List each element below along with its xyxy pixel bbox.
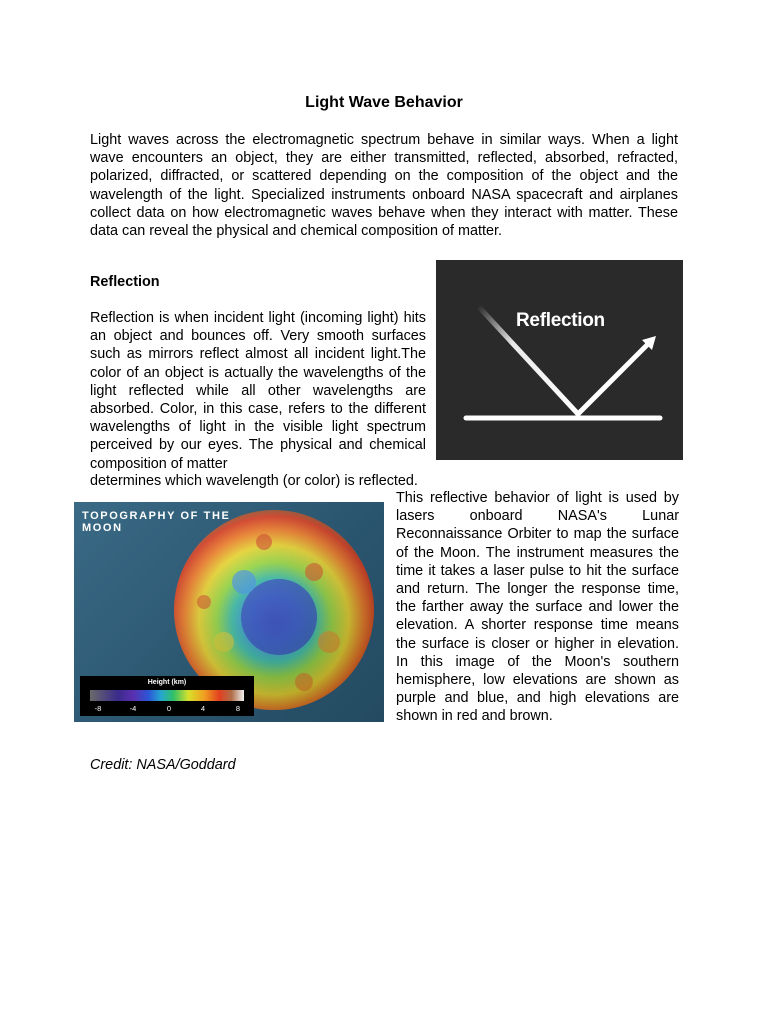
reflected-ray <box>578 342 650 414</box>
height-legend <box>80 676 254 716</box>
reflection-paragraph-1: Reflection is when incident light (incoming light) hits an object and bounces off. Very smooth surfaces such as mirrors reflect almost all incident light.The color of an object is actually the wavelengths of the light reflected while all other wavelengths are absorbed. Color, in this case, refers to the different wavelengths of light in the visible light spectrum perceived by our eyes. The physical and chemical composition of matter <box>90 310 426 472</box>
page-title: Light Wave Behavior <box>305 94 463 111</box>
intro-paragraph: Light waves across the electromagnetic spectrum behave in similar ways. When a light wave encounters an object, they are either transmitted, reflected, absorbed, refracted, polarized, diffracted, or scattered depending on the composition of the object and the wavelength of the light. Specialized instruments onboard NASA spacecraft and airplanes collect data on how electromagnetic waves behave when they interact with matter. These data can reveal the physical and chemical composition of matter. <box>90 132 678 240</box>
legend-tick: -8 <box>94 704 102 713</box>
legend-title: Height (km) <box>147 679 187 686</box>
moon-topography-image <box>74 502 384 722</box>
legend-tick: 8 <box>235 704 241 713</box>
image-credit: Credit: NASA/Goddard <box>90 757 236 773</box>
reflection-diagram-label: Reflection <box>516 310 605 331</box>
legend-colorbar <box>90 690 244 701</box>
legend-tick: -4 <box>129 704 137 713</box>
legend-tick: 0 <box>166 704 172 713</box>
reflection-diagram <box>436 260 683 460</box>
section-heading-reflection: Reflection <box>90 274 160 290</box>
reflection-paragraph-2: This reflective behavior of light is used by lasers onboard NASA's Lunar Reconnaissance Orbiter to map the surface of the Moon. The instrument measures the time it takes a laser pulse to hit the surface and return. The longer the response time, the farther away the surface and lower the elevation. A shorter response time means the surface is closer or higher in elevation. In this image of the Moon's southern hemisphere, low elevations are shown as purple and blue, and high elevations are shown in red and brown. <box>396 490 679 725</box>
reflection-paragraph-1-last-line: determines which wavelength (or color) is reflected. <box>90 473 418 489</box>
moon-image-title: TOPOGRAPHY OF THE MOON <box>82 510 231 534</box>
reflection-diagram-graphic <box>436 260 683 460</box>
legend-tick: 4 <box>200 704 206 713</box>
